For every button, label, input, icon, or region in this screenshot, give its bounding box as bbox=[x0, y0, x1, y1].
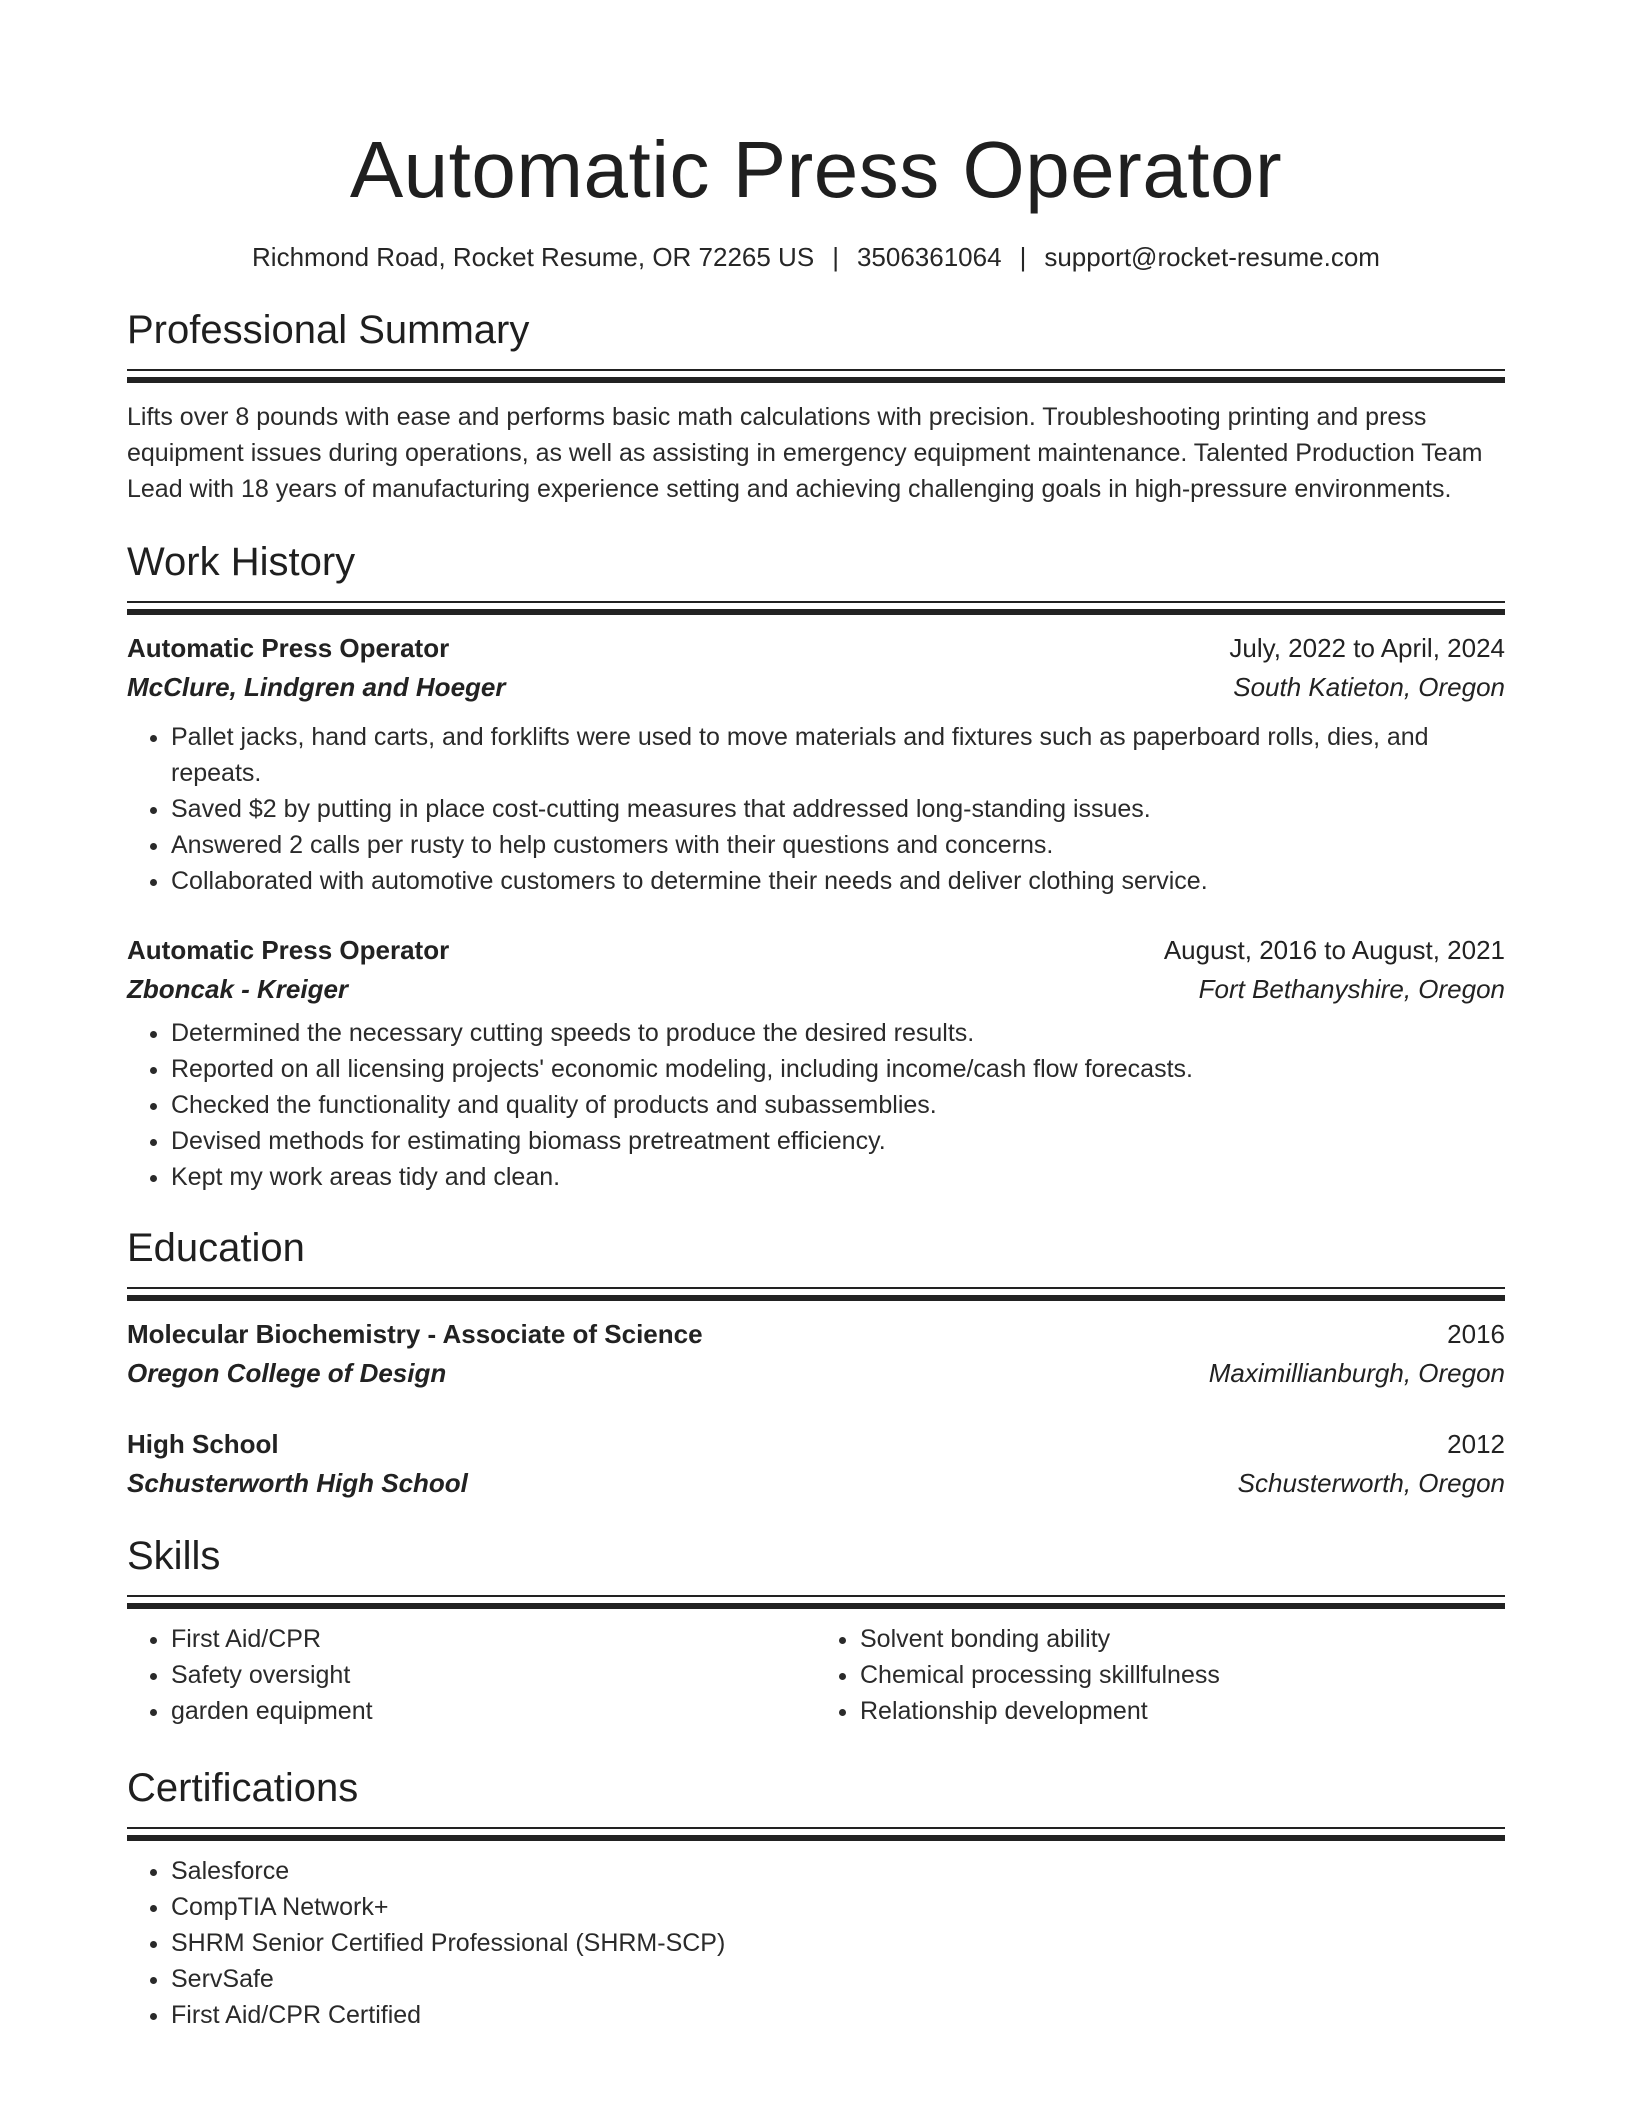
education-section bbox=[127, 1223, 1505, 1503]
job-bullet: • Checked the functionality and quality of products and subassemblies. bbox=[171, 1087, 1505, 1123]
skill-item: • Safety oversight bbox=[171, 1657, 816, 1693]
certification-item: • First Aid/CPR Certified bbox=[171, 1997, 1505, 2033]
skill-item: • garden equipment bbox=[171, 1693, 816, 1729]
skill-item: • Solvent bonding ability bbox=[860, 1621, 1505, 1657]
section-divider-thin bbox=[127, 1595, 1505, 1597]
job-location: South Katieton, Oregon bbox=[1233, 672, 1505, 702]
certifications-heading: Certifications bbox=[127, 1766, 359, 1810]
job-bullets bbox=[127, 719, 1505, 899]
skill-item: • First Aid/CPR bbox=[171, 1621, 816, 1657]
job-location: Fort Bethanyshire, Oregon bbox=[1198, 974, 1505, 1004]
work-section bbox=[127, 537, 1505, 1195]
certification-item: • ServSafe bbox=[171, 1961, 1505, 1997]
education-school: Oregon College of Design bbox=[127, 1358, 447, 1388]
certification-item: • Salesforce bbox=[171, 1853, 1505, 1889]
job-entry bbox=[127, 931, 1505, 1195]
job-bullet: • Determined the necessary cutting speeds to produce the desired results. bbox=[171, 1015, 1505, 1051]
education-entry bbox=[127, 1315, 1505, 1393]
education-year: 2016 bbox=[1447, 1319, 1505, 1349]
skills-heading: Skills bbox=[127, 1534, 221, 1578]
education-school: Schusterworth High School bbox=[127, 1468, 468, 1498]
job-bullet: • Devised methods for estimating biomass pretreatment efficiency. bbox=[171, 1123, 1505, 1159]
contact-separator: | bbox=[1019, 242, 1027, 272]
education-degree: Molecular Biochemistry - Associate of Science bbox=[127, 1319, 703, 1349]
education-location: Schusterworth, Oregon bbox=[1237, 1468, 1505, 1498]
section-divider-thick bbox=[127, 609, 1505, 615]
skill-item: • Relationship development bbox=[860, 1693, 1505, 1729]
section-divider-thin bbox=[127, 601, 1505, 603]
section-divider-thin bbox=[127, 1827, 1505, 1829]
section-divider-thick bbox=[127, 1295, 1505, 1301]
job-title: Automatic Press Operator bbox=[127, 633, 450, 663]
job-entry bbox=[127, 629, 1505, 899]
section-divider-thick bbox=[127, 1835, 1505, 1841]
education-heading: Education bbox=[127, 1226, 305, 1270]
job-dates: August, 2016 to August, 2021 bbox=[1163, 935, 1505, 965]
job-bullet: • Kept my work areas tidy and clean. bbox=[171, 1159, 1505, 1195]
job-bullet: • Pallet jacks, hand carts, and forklifts were used to move materials and fixtures such as paperboard rolls, dies, and repeats. bbox=[171, 719, 1505, 791]
education-location: Maximillianburgh, Oregon bbox=[1208, 1358, 1505, 1388]
certification-item: • SHRM Senior Certified Professional (SHRM-SCP) bbox=[171, 1925, 1505, 1961]
job-company: Zboncak - Kreiger bbox=[127, 974, 349, 1004]
work-heading: Work History bbox=[127, 540, 356, 584]
education-year: 2012 bbox=[1447, 1429, 1505, 1459]
resume-title: Automatic Press Operator bbox=[349, 125, 1283, 214]
certifications-list bbox=[127, 1853, 1505, 2033]
job-bullet: • Saved $2 by putting in place cost-cutting measures that addressed long-standing issues. bbox=[171, 791, 1505, 827]
skills-columns bbox=[127, 1609, 1505, 1729]
section-divider-thick bbox=[127, 377, 1505, 383]
contact-address: Richmond Road, Rocket Resume, OR 72265 US bbox=[252, 242, 815, 272]
job-company: McClure, Lindgren and Hoeger bbox=[127, 672, 506, 702]
section-divider-thin bbox=[127, 369, 1505, 371]
section-divider-thin bbox=[127, 1287, 1505, 1289]
summary-heading: Professional Summary bbox=[127, 308, 530, 352]
certifications-section bbox=[127, 1763, 1505, 2033]
summary-text: Lifts over 8 pounds with ease and performs basic math calculations with precision. Troubleshooting printing and press equipment issues during operations, as well as assisting in emergency equipment maintenance. Talented Production Team Lead with 18 years of manufacturing experience setting and achieving challenging goals in high-pressure environments. bbox=[127, 403, 1483, 503]
job-bullet: • Answered 2 calls per rusty to help customers with their questions and concerns. bbox=[171, 827, 1505, 863]
skill-item: • Chemical processing skillfulness bbox=[860, 1657, 1505, 1693]
job-bullet: • Reported on all licensing projects' economic modeling, including income/cash flow forecasts. bbox=[171, 1051, 1505, 1087]
job-bullets bbox=[127, 1015, 1505, 1195]
skills-list-right bbox=[816, 1621, 1505, 1729]
contact-line bbox=[127, 240, 1505, 274]
education-entry bbox=[127, 1425, 1505, 1503]
job-bullet: • Collaborated with automotive customers to determine their needs and deliver clothing service. bbox=[171, 863, 1505, 899]
skills-section bbox=[127, 1531, 1505, 1729]
job-title: Automatic Press Operator bbox=[127, 935, 450, 965]
certification-item: • CompTIA Network+ bbox=[171, 1889, 1505, 1925]
job-dates: July, 2022 to April, 2024 bbox=[1229, 633, 1505, 663]
skills-list-left bbox=[127, 1621, 816, 1729]
education-degree: High School bbox=[127, 1429, 279, 1459]
summary-section bbox=[127, 305, 1505, 507]
contact-separator: | bbox=[832, 242, 839, 272]
contact-phone: 3506361064 bbox=[856, 242, 1002, 272]
contact-email: support@rocket-resume.com bbox=[1044, 242, 1380, 272]
